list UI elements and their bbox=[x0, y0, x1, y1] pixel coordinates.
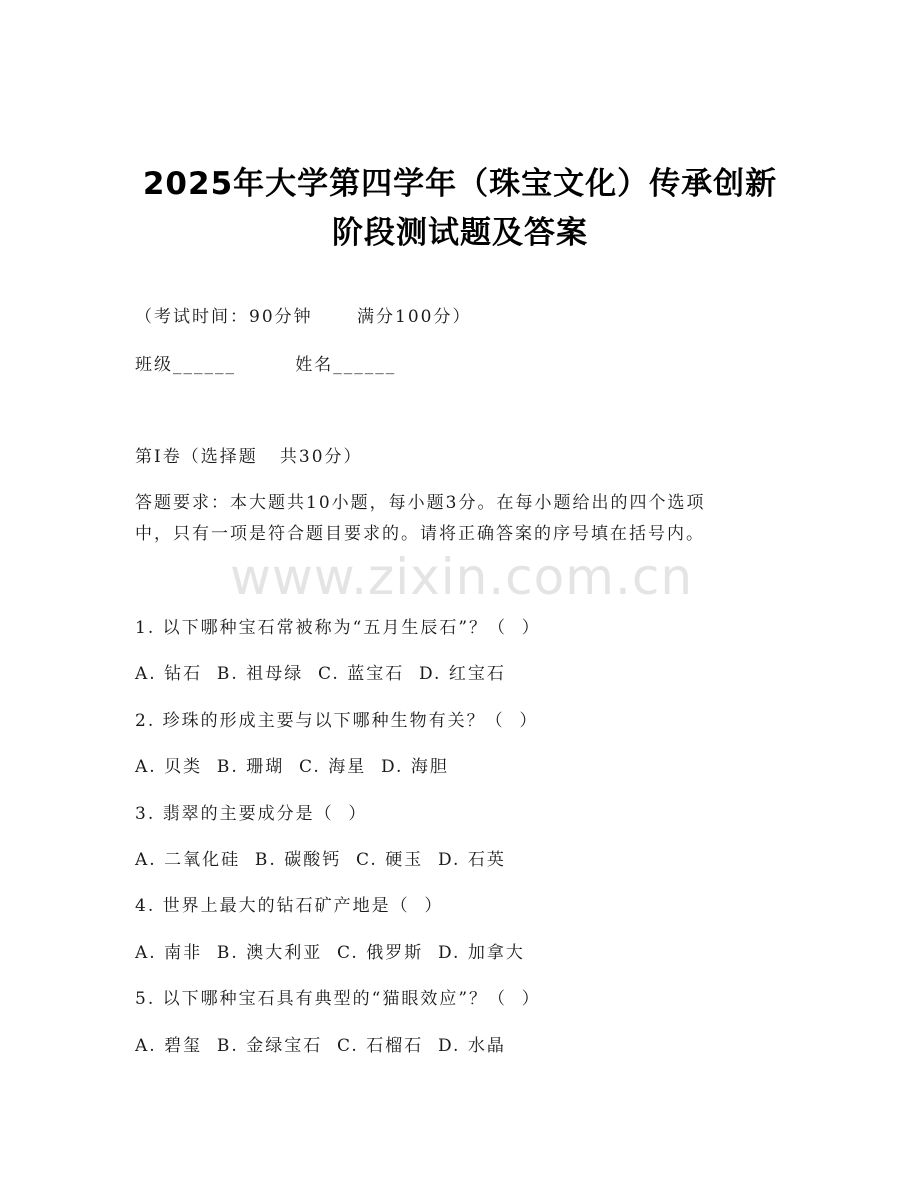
watermark: www.zixin.com.cn bbox=[230, 548, 694, 606]
question-stem: 1. 以下哪种宝石常被称为“五月生辰石”？（ ） bbox=[135, 618, 541, 638]
question-stem: 2. 珍珠的形成主要与以下哪种生物有关？（ ） bbox=[135, 711, 539, 731]
question-options: A. 二氧化硅 B. 碳酸钙 C. 硬玉 D. 石英 bbox=[135, 850, 506, 870]
class-name-fields: 班级______ 姓名______ bbox=[135, 355, 397, 375]
document-title-line-2: 阶段测试题及答案 bbox=[332, 215, 588, 251]
question-options: A. 钻石 B. 祖母绿 C. 蓝宝石 D. 红宝石 bbox=[135, 664, 506, 684]
exam-info: （考试时间：90分钟 满分100分） bbox=[135, 307, 472, 327]
question-options: A. 南非 B. 澳大利亚 C. 俄罗斯 D. 加拿大 bbox=[135, 943, 525, 963]
instructions-line-2: 中，只有一项是符合题目要求的。请将正确答案的序号填在括号内。 bbox=[135, 524, 705, 544]
question-stem: 4. 世界上最大的钻石矿产地是（ ） bbox=[135, 896, 444, 916]
question-stem: 5. 以下哪种宝石具有典型的“猫眼效应”？（ ） bbox=[135, 989, 541, 1009]
question-stem: 3. 翡翠的主要成分是（ ） bbox=[135, 804, 368, 824]
question-options: A. 碧玺 B. 金绿宝石 C. 石榴石 D. 水晶 bbox=[135, 1036, 506, 1056]
section-header: 第I卷（选择题 共30分） bbox=[135, 447, 363, 467]
instructions-line-1: 答题要求：本大题共10小题，每小题3分。在每小题给出的四个选项 bbox=[135, 493, 706, 513]
document-title-line-1: 2025年大学第四学年（珠宝文化）传承创新 bbox=[142, 166, 778, 202]
question-options: A. 贝类 B. 珊瑚 C. 海星 D. 海胆 bbox=[135, 757, 449, 777]
